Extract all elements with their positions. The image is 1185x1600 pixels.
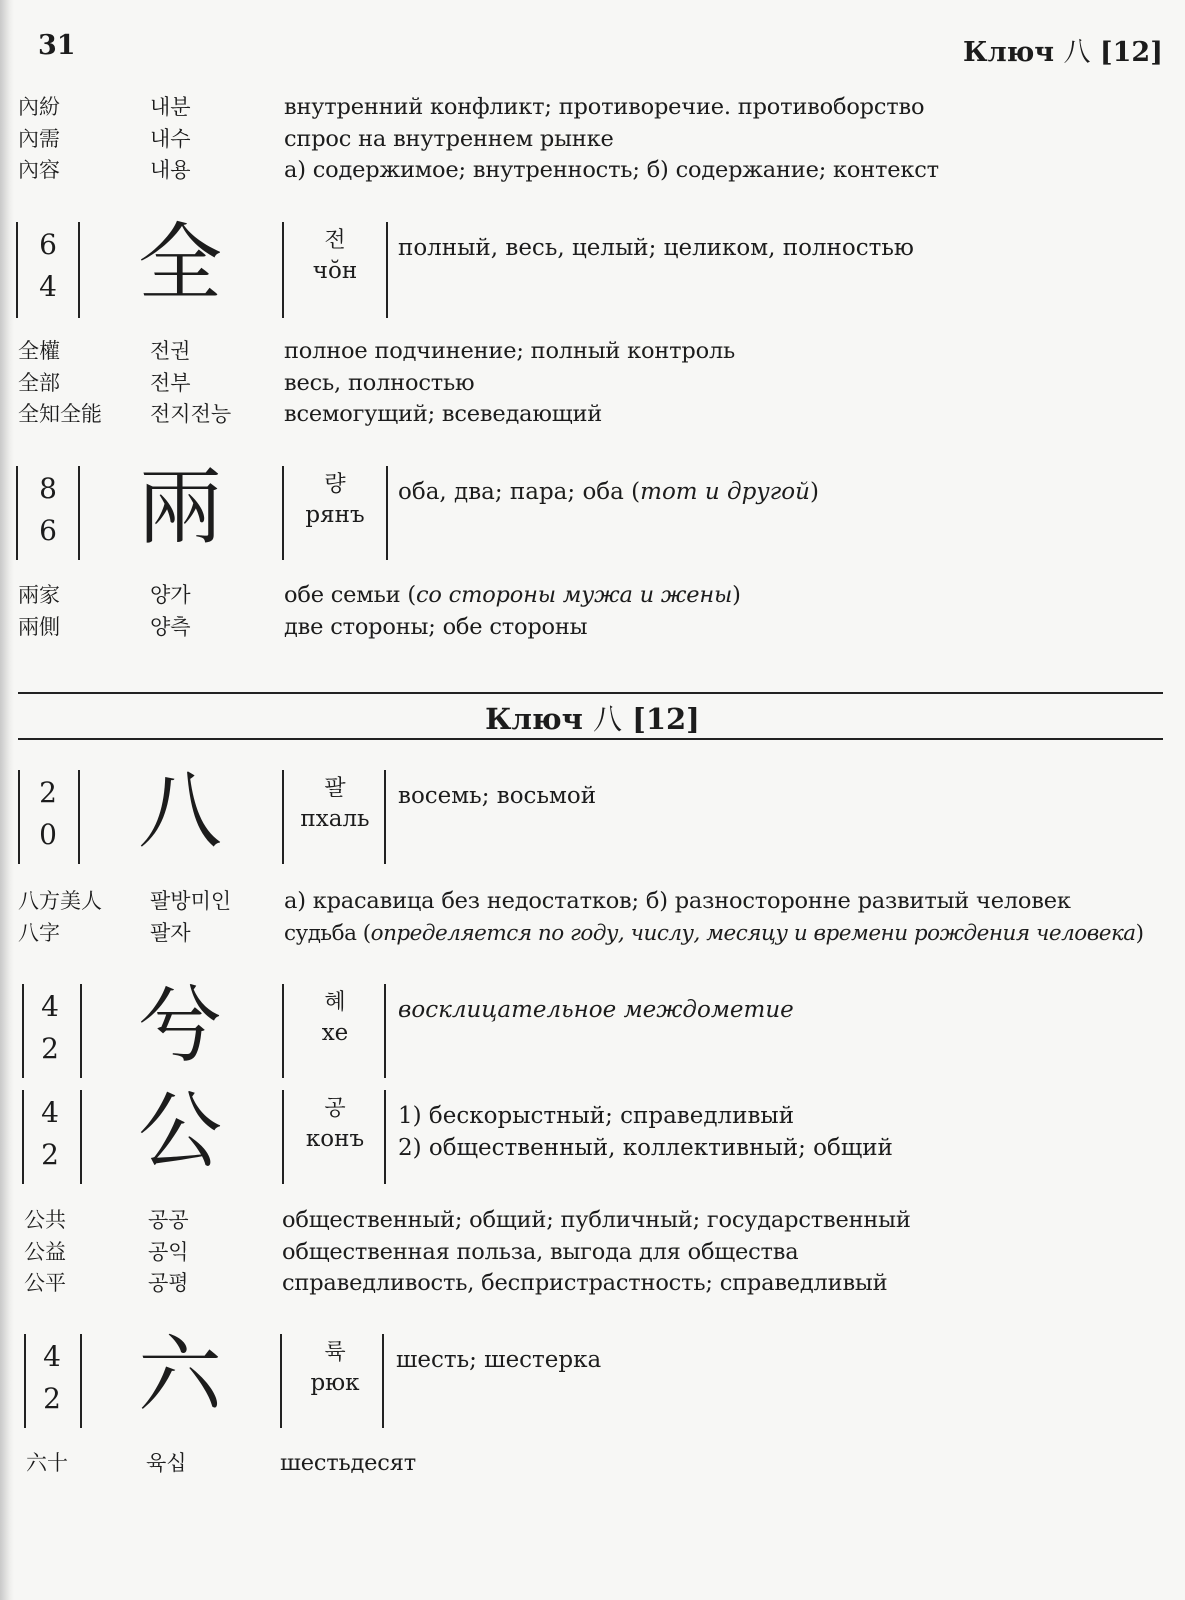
- divider: [24, 1334, 26, 1428]
- compound-hanja: 兩側: [18, 614, 60, 639]
- stroke-count-total: 4: [43, 1340, 61, 1373]
- reading-russian: рюк: [310, 1370, 360, 1396]
- reading-russian: хе: [321, 1020, 349, 1046]
- stroke-count-total: 6: [39, 228, 57, 261]
- headword-meaning: восклицательное междометие: [398, 997, 794, 1023]
- stroke-count-total: 4: [41, 990, 59, 1023]
- compound-hanja: 公共: [24, 1208, 66, 1232]
- compound-list-liu: [0, 1448, 1185, 1480]
- entry-liang: [0, 458, 1185, 560]
- compound-meaning: полное подчинение; полный контроль: [284, 338, 736, 364]
- reading: [290, 1338, 380, 1398]
- compound-hangul: 전부: [150, 370, 191, 395]
- reading-hangul: 전: [324, 228, 346, 253]
- compound-hangul: 내용: [150, 158, 191, 182]
- section-rule-bottom: [18, 738, 1163, 740]
- stroke-count-total: 2: [39, 776, 57, 809]
- divider: [78, 222, 80, 318]
- divider: [18, 770, 20, 864]
- compound-meaning: судьба (определяется по году, числу, месяцу и времени рождения человека): [284, 920, 1144, 946]
- compound-meaning: шестьдесят: [280, 1450, 416, 1476]
- entry-ba: [0, 762, 1185, 864]
- compound-hanja: 六十: [26, 1451, 68, 1475]
- compound-meaning: а) содержимое; внутренность; б) содержание; контекст: [284, 157, 939, 183]
- reading-russian: рянъ: [305, 502, 365, 528]
- compound-hanja: 內容: [18, 158, 60, 182]
- divider: [80, 984, 82, 1078]
- compound-list-nei: [0, 92, 1185, 187]
- running-radical: 八: [1063, 37, 1091, 68]
- stroke-count-extra: 0: [39, 818, 57, 851]
- divider: [80, 1090, 82, 1184]
- compound-row: [0, 612, 1185, 644]
- divider: [384, 984, 386, 1078]
- compound-hangul: 전지전능: [150, 402, 232, 426]
- compound-meaning: а) красавица без недостатков; б) разносторонне развитый человек: [284, 888, 1071, 914]
- compound-list-quan: [0, 336, 1185, 431]
- divider: [22, 1090, 24, 1184]
- page-number: 31: [38, 30, 76, 61]
- section-key: Ключ: [485, 702, 583, 736]
- stroke-count-total: 8: [39, 472, 57, 505]
- compound-hanja: 八字: [18, 920, 60, 945]
- stroke-count-extra: 6: [39, 514, 57, 547]
- compound-hanja: 全權: [18, 339, 60, 363]
- compound-hangul: 팔자: [150, 920, 191, 945]
- compound-list-ba: [0, 886, 1185, 949]
- divider: [384, 1090, 386, 1184]
- reading: [290, 774, 380, 834]
- stroke-count: [28, 772, 68, 856]
- compound-meaning: обе семьи (со стороны мужа и жены): [284, 582, 741, 608]
- compound-meaning: общественный; общий; публичный; государственный: [282, 1207, 911, 1233]
- divider: [280, 1334, 282, 1428]
- reading: [290, 988, 380, 1048]
- compound-row: [0, 1448, 1185, 1480]
- compound-hanja: 公益: [24, 1239, 66, 1264]
- divider: [16, 466, 18, 560]
- divider: [78, 770, 80, 864]
- stroke-count: [30, 1092, 70, 1176]
- compound-meaning: две стороны; обе стороны: [284, 613, 588, 640]
- compound-row: [0, 1268, 1185, 1300]
- reading-russian: конъ: [305, 1126, 365, 1152]
- compound-list-liang: [0, 580, 1185, 643]
- section-rule-top: [18, 692, 1163, 694]
- headword-character: 全: [137, 214, 222, 312]
- compound-meaning: справедливость, беспристрастность; справедливый: [282, 1270, 888, 1296]
- compound-hangul: 전권: [150, 339, 191, 363]
- compound-hangul: 육십: [146, 1451, 187, 1475]
- compound-hanja: 內需: [18, 126, 60, 151]
- compound-row: [0, 399, 1185, 431]
- compound-hanja: 全部: [18, 370, 60, 395]
- compound-hangul: 공평: [148, 1271, 189, 1295]
- compound-row: [0, 92, 1185, 124]
- headword-meaning: [398, 1100, 893, 1164]
- headword-character: 兩: [137, 458, 222, 556]
- running-header: [963, 30, 1163, 69]
- meaning-sense-2: 2) общественный, коллективный; общий: [398, 1135, 893, 1161]
- headword-character: 八: [137, 762, 222, 860]
- divider: [80, 1334, 82, 1428]
- compound-hanja: 兩家: [18, 583, 60, 607]
- divider: [282, 222, 284, 318]
- stroke-count-extra: 2: [41, 1032, 59, 1065]
- headword-character: 公: [137, 1082, 222, 1180]
- divider: [78, 466, 80, 560]
- stroke-count-extra: 2: [41, 1138, 59, 1171]
- divider: [282, 770, 284, 864]
- headword-meaning: восемь; восьмой: [398, 783, 597, 809]
- stroke-count-extra: 4: [39, 270, 57, 303]
- compound-row: [0, 580, 1185, 612]
- compound-row: [0, 886, 1185, 918]
- compound-hanja: 內紛: [18, 95, 60, 119]
- reading-hangul: 공: [324, 1096, 346, 1121]
- reading-russian: пхаль: [300, 806, 370, 832]
- compound-meaning: спрос на внутреннем рынке: [284, 125, 614, 152]
- compound-row: [0, 155, 1185, 187]
- divider: [282, 466, 284, 560]
- reading: [290, 470, 380, 530]
- compound-hangul: 양측: [150, 614, 191, 639]
- running-key: Ключ: [963, 37, 1055, 68]
- reading: [290, 226, 380, 286]
- section-title: [0, 697, 1185, 738]
- compound-list-gong: [0, 1205, 1185, 1300]
- reading-hangul: 량: [324, 472, 346, 497]
- stroke-count-extra: 2: [43, 1382, 61, 1415]
- entry-liu: [0, 1326, 1185, 1428]
- divider: [282, 984, 284, 1078]
- section-radical: 八: [592, 702, 622, 736]
- stroke-count-total: 4: [41, 1096, 59, 1129]
- compound-hangul: 공익: [148, 1239, 189, 1264]
- divider: [384, 770, 386, 864]
- compound-hangul: 공공: [148, 1208, 189, 1232]
- compound-row: [0, 1237, 1185, 1269]
- headword-meaning: полный, весь, целый; целиком, полностью: [398, 235, 914, 261]
- compound-row: [0, 918, 1185, 950]
- compound-row: [0, 1205, 1185, 1237]
- entry-xi: [0, 976, 1185, 1078]
- entry-quan: [0, 214, 1185, 318]
- compound-hanja: 八方美人: [18, 889, 102, 913]
- compound-hangul: 내분: [150, 95, 191, 119]
- compound-row: [0, 368, 1185, 400]
- meaning-sense-1: 1) бескорыстный; справедливый: [398, 1103, 795, 1129]
- divider: [22, 984, 24, 1078]
- compound-meaning: общественная польза, выгода для общества: [282, 1238, 799, 1265]
- headword-character: 六: [137, 1326, 222, 1424]
- headword-character: 兮: [137, 976, 222, 1074]
- entry-gong: [0, 1082, 1185, 1184]
- divider: [282, 1090, 284, 1184]
- compound-hangul: 양가: [150, 583, 191, 607]
- compound-meaning: внутренний конфликт; противоречие. противоборство: [284, 94, 925, 120]
- compound-hangul: 팔방미인: [150, 889, 232, 913]
- headword-meaning: оба, два; пара; оба (тот и другой): [398, 479, 819, 505]
- divider: [386, 466, 388, 560]
- reading-russian: чŏн: [312, 258, 358, 284]
- compound-meaning: всемогущий; всеведающий: [284, 401, 603, 427]
- stroke-count: [32, 1336, 72, 1420]
- divider: [386, 222, 388, 318]
- compound-row: [0, 336, 1185, 368]
- headword-meaning: шесть; шестерка: [396, 1347, 602, 1373]
- section-number: [12]: [632, 702, 700, 736]
- reading: [290, 1094, 380, 1154]
- compound-meaning: весь, полностью: [284, 369, 475, 396]
- stroke-count: [30, 986, 70, 1070]
- reading-hangul: 륙: [324, 1340, 346, 1365]
- divider: [382, 1334, 384, 1428]
- compound-hanja: 全知全能: [18, 402, 102, 426]
- running-number: [12]: [1099, 37, 1163, 68]
- compound-row: [0, 124, 1185, 156]
- divider: [16, 222, 18, 318]
- reading-hangul: 팔: [324, 776, 346, 801]
- stroke-count: [28, 468, 68, 552]
- compound-hangul: 내수: [150, 126, 191, 151]
- compound-hanja: 公平: [24, 1271, 66, 1295]
- reading-hangul: 혜: [324, 990, 346, 1015]
- stroke-count: [28, 224, 68, 308]
